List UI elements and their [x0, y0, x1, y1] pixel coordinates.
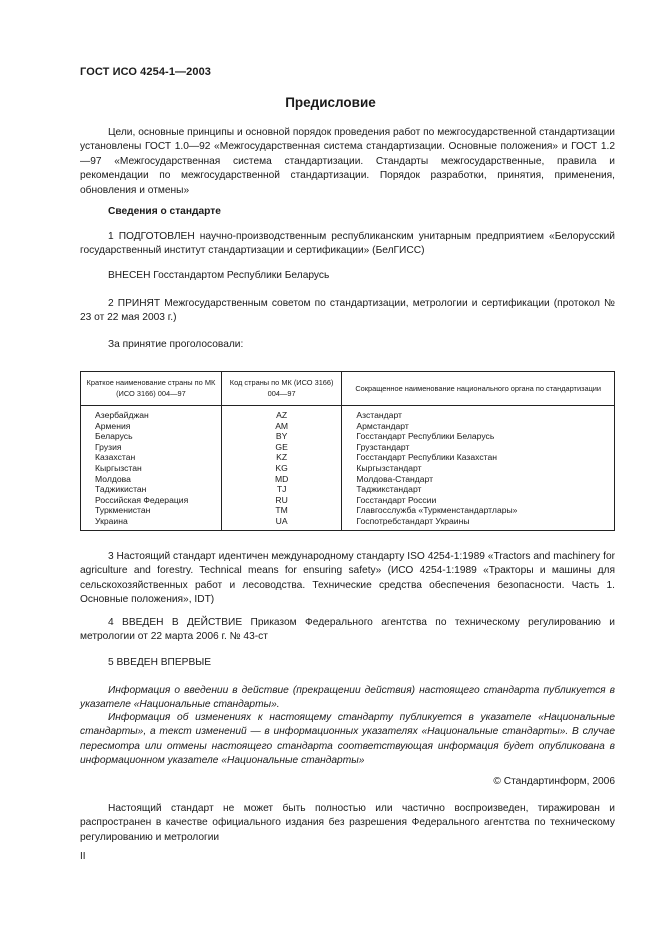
table-row [81, 442, 615, 453]
table-row [81, 406, 615, 421]
country-name: Грузия [81, 442, 222, 453]
country-code: KZ [221, 452, 342, 463]
national-body: Госстандарт Республики Казахстан [342, 452, 615, 463]
page-title: Предисловие [285, 95, 376, 110]
national-body: Таджикстандарт [342, 484, 615, 495]
country-code: GE [221, 442, 342, 453]
country-name: Таджикистан [81, 484, 222, 495]
table-row [81, 452, 615, 463]
item-3-identity: 3 Настоящий стандарт идентичен международному стандарту ISO 4254-1:1989 «Tractors and machinery for agriculture and forestry. Technical means for ensuring safety» (ИСО 4254-1:1989 «Тракторы и машины для сельскохозяйственных работ и лесоводства. Технические средства обеспечения безопасности. Часть 1. Основные положения», IDT) [80, 551, 615, 606]
country-name: Беларусь [81, 431, 222, 442]
item-1-prepared-by: 1 ПОДГОТОВЛЕН научно-производственным республиканским унитарным предприятием «Белорусский государственный институт стандартизации и сертификации» (БелГИСС) [80, 231, 615, 257]
table-row [81, 505, 615, 516]
introduced-by: ВНЕСЕН Госстандартом Республики Беларусь [108, 270, 330, 281]
intro-paragraph: Цели, основные принципы и основной порядок проведения работ по межгосударственной стандартизации установлены ГОСТ 1.0—92 «Межгосударственная система стандартизации. Основные положения» и ГОСТ 1.2—97 «Межгосударственная система стандартизации. Стандарты межгосударственные, правила и рекомендации по межгосударственной стандартизации. Порядок разработки, принятия, применения, обновления и отмены» [80, 127, 615, 196]
country-code: MD [221, 474, 342, 485]
country-code: AZ [221, 406, 342, 421]
national-body: Кыргызстандарт [342, 463, 615, 474]
national-body: Грузстандарт [342, 442, 615, 453]
voted-label: За принятие проголосовали: [108, 339, 244, 350]
header-national-body: Сокращенное наименование национального органа по стандартизации [342, 372, 615, 406]
info-paragraph-1: Информация о введении в действие (прекращении действия) настоящего стандарта публикуется в указателе «Национальные стандарты». [80, 685, 615, 711]
copyright-notice: © Стандартинформ, 2006 [493, 776, 615, 787]
country-name: Украина [81, 516, 222, 530]
national-body: Армстандарт [342, 421, 615, 432]
country-code: BY [221, 431, 342, 442]
national-body: Главгосслужба «Туркменстандартлары» [342, 505, 615, 516]
table-row [81, 421, 615, 432]
table-header-row [81, 372, 615, 406]
table-row [81, 495, 615, 506]
national-body: Госстандарт Республики Беларусь [342, 431, 615, 442]
national-body: Госпотребстандарт Украины [342, 516, 615, 530]
page-number: II [80, 851, 86, 862]
country-code: RU [221, 495, 342, 506]
country-name: Кыргызстан [81, 463, 222, 474]
standard-code-header: ГОСТ ИСО 4254-1—2003 [80, 66, 212, 78]
national-body: Азстандарт [342, 406, 615, 421]
country-name: Казахстан [81, 452, 222, 463]
header-country-code: Код страны по МК (ИСО 3166) 004—97 [221, 372, 342, 406]
country-name: Туркменистан [81, 505, 222, 516]
item-2-adopted-by: 2 ПРИНЯТ Межгосударственным советом по стандартизации, метрологии и сертификации (протокол № 23 от 22 мая 2003 г.) [80, 298, 615, 324]
item-4-enacted: 4 ВВЕДЕН В ДЕЙСТВИЕ Приказом Федерального агентства по техническому регулированию и метрологии от 22 марта 2006 г. № 43-ст [80, 617, 615, 643]
table-row [81, 474, 615, 485]
country-name: Российская Федерация [81, 495, 222, 506]
country-code: UA [221, 516, 342, 530]
table-row [81, 484, 615, 495]
table-row [81, 431, 615, 442]
info-paragraph-2: Информация об изменениях к настоящему стандарту публикуется в указателе «Национальные стандарты», а текст изменений — в информационных указателях «Национальные стандарты». В случае пересмотра или отмены настоящего стандарта соответствующая информация будет опубликована в информационном указателе «Национальные стандарты» [80, 712, 615, 767]
national-body: Молдова-Стандарт [342, 474, 615, 485]
country-code: TJ [221, 484, 342, 495]
voting-countries-table [80, 371, 615, 531]
country-name: Азербайджан [81, 406, 222, 421]
table-row [81, 516, 615, 530]
country-code: AM [221, 421, 342, 432]
table-row [81, 463, 615, 474]
header-country-name: Краткое наименование страны по МК (ИСО 3166) 004—97 [81, 372, 222, 406]
item-5-first-introduced: 5 ВВЕДЕН ВПЕРВЫЕ [108, 657, 212, 668]
country-name: Армения [81, 421, 222, 432]
section-heading: Сведения о стандарте [108, 206, 221, 217]
reproduction-notice: Настоящий стандарт не может быть полностью или частично воспроизведен, тиражирован и распространен в качестве официального издания без разрешения Федерального агентства по техническому регулированию и метрологии [80, 803, 615, 843]
country-code: TM [221, 505, 342, 516]
country-name: Молдова [81, 474, 222, 485]
national-body: Госстандарт России [342, 495, 615, 506]
country-code: KG [221, 463, 342, 474]
